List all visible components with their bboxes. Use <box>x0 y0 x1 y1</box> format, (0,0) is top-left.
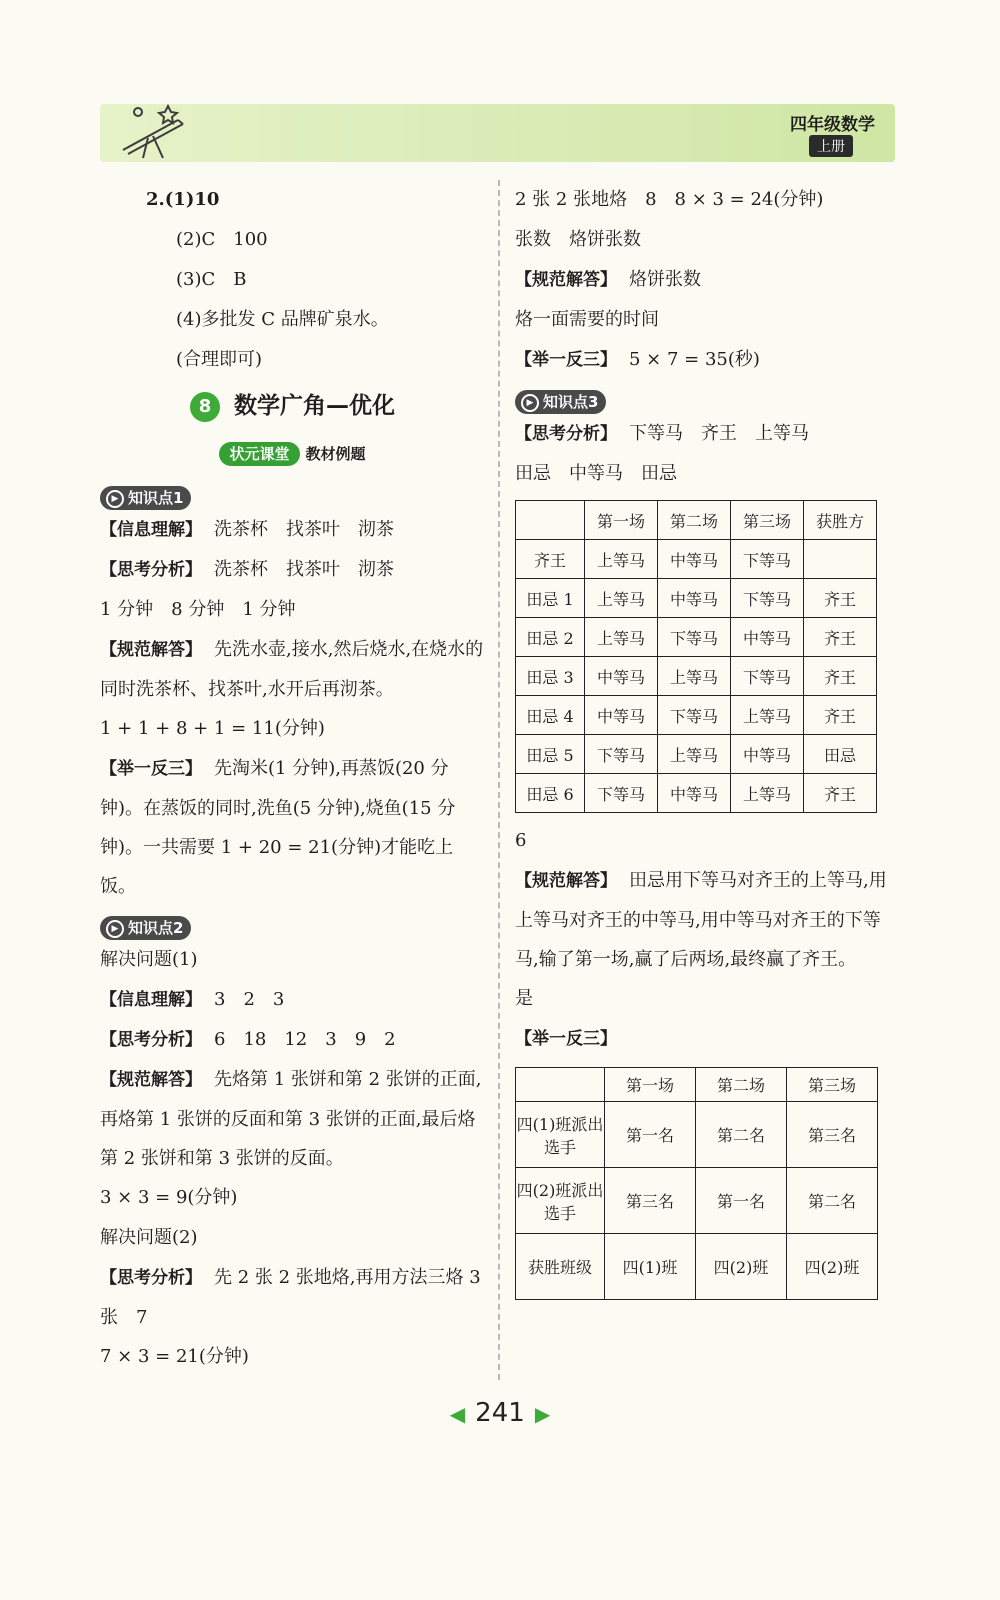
r-line4: 烙一面需要的时间 <box>515 309 659 330</box>
table-cell: 上等马 <box>731 696 804 735</box>
page-number: ◀ 241 ▶ <box>449 1398 551 1428</box>
section-number: 8 <box>190 392 220 422</box>
column-divider <box>498 180 500 1380</box>
table-cell: 四(1)班 <box>605 1234 696 1300</box>
kp2-formula2: 7 × 3 = 21(分钟) <box>100 1346 249 1367</box>
table-cell: 四(1)班派出选手 <box>516 1102 605 1168</box>
right-column <box>515 180 900 1300</box>
q2-part2: (2)C 100 <box>176 229 268 250</box>
table-cell: 田忌 1 <box>516 579 585 618</box>
table-cell: 四(2)班 <box>787 1234 878 1300</box>
kp2-formula: 3 × 3 = 9(分钟) <box>100 1187 238 1208</box>
kp3-extension-label: 【举一反三】 <box>515 1029 617 1049</box>
table-cell: 中等马 <box>658 540 731 579</box>
left-column <box>100 180 485 1377</box>
table-cell: 田忌 5 <box>516 735 585 774</box>
kp3-line2: 田忌 中等马 田忌 <box>515 463 677 484</box>
kp1-answer: 【规范解答】 先洗水壶,接水,然后烧水,在烧水的同时洗茶杯、找茶叶,水开后再沏茶。 <box>100 639 484 700</box>
r-extension: 【举一反三】 5 × 7 = 35(秒) <box>515 349 760 370</box>
kp2-q1: 解决问题(1) <box>100 949 198 970</box>
table-cell: 齐王 <box>516 540 585 579</box>
table-cell: 中等马 <box>658 579 731 618</box>
next-arrow-icon: ▶ <box>534 1401 551 1426</box>
table-cell: 上等马 <box>731 774 804 813</box>
kp3-think: 【思考分析】 下等马 齐王 上等马 <box>515 423 809 444</box>
horse-race-table <box>515 500 877 813</box>
table-row <box>516 1234 878 1300</box>
table-cell: 齐王 <box>804 657 877 696</box>
kp1-think: 【思考分析】 洗茶杯 找茶叶 沏茶 <box>100 559 394 580</box>
r-answer: 【规范解答】 烙饼张数 <box>515 269 701 290</box>
table-header-row <box>516 1068 878 1102</box>
kp3-yes: 是 <box>515 988 533 1009</box>
table-row <box>516 540 877 579</box>
table-cell: 第三名 <box>605 1168 696 1234</box>
table-cell: 第一名 <box>696 1168 787 1234</box>
kp3-answer: 【规范解答】 田忌用下等马对齐王的上等马,用上等马对齐王的中等马,用中等马对齐王的下等马,输了第一场,赢了后两场,最终赢了齐王。 <box>515 870 887 970</box>
table-cell: 第二场 <box>696 1068 787 1102</box>
subsection-heading <box>100 432 485 476</box>
table-row <box>516 735 877 774</box>
table-cell: 下等马 <box>731 540 804 579</box>
table-cell: 齐王 <box>804 618 877 657</box>
table-cell: 第三场 <box>731 501 804 540</box>
table-cell: 齐王 <box>804 774 877 813</box>
table-cell: 下等马 <box>731 657 804 696</box>
table-row <box>516 696 877 735</box>
class-contest-table <box>515 1067 878 1300</box>
table-cell: 下等马 <box>658 618 731 657</box>
table-cell: 田忌 3 <box>516 657 585 696</box>
table-cell: 中等马 <box>585 696 658 735</box>
table-cell: 齐王 <box>804 579 877 618</box>
kp1-formula: 1 + 1 + 8 + 1 = 11(分钟) <box>100 718 325 739</box>
section-title-text: 数学广角—优化 <box>234 393 395 419</box>
table-cell: 齐王 <box>804 696 877 735</box>
knowledge-point-3-badge: ▶ 知识点3 <box>515 390 606 414</box>
kp2-answer: 【规范解答】 先烙第 1 张饼和第 2 张饼的正面,再烙第 1 张饼的反面和第 3 张饼的正面,最后烙第 2 张饼和第 3 张饼的反面。 <box>100 1069 482 1169</box>
play-icon: ▶ <box>106 920 124 938</box>
table-row <box>516 774 877 813</box>
table-cell: 田忌 6 <box>516 774 585 813</box>
kp2-info: 【信息理解】 3 2 3 <box>100 989 285 1010</box>
section-title <box>100 380 485 432</box>
telescope-icon <box>108 100 198 160</box>
table-cell: 中等马 <box>731 618 804 657</box>
table-cell: 四(2)班派出选手 <box>516 1168 605 1234</box>
subsection-label: 教材例题 <box>305 445 366 463</box>
kp1-extension: 【举一反三】 先淘米(1 分钟),再蒸饭(20 分钟)。在蒸饭的同时,洗鱼(5 分钟),烧鱼(15 分钟)。一共需要 1 + 20 = 21(分钟)才能吃上饭。 <box>100 758 456 897</box>
table-cell: 下等马 <box>585 774 658 813</box>
play-icon: ▶ <box>106 490 124 508</box>
page-header <box>100 104 895 162</box>
subsection-pill: 状元课堂 <box>219 442 299 466</box>
table-row <box>516 1102 878 1168</box>
kp2-think2: 【思考分析】 先 2 张 2 张地烙,再用方法三烙 3 张 7 <box>100 1267 481 1328</box>
kp2-q2: 解决问题(2) <box>100 1227 198 1248</box>
table-row <box>516 579 877 618</box>
table-cell: 上等马 <box>658 657 731 696</box>
table-cell: 四(2)班 <box>696 1234 787 1300</box>
table-cell <box>804 540 877 579</box>
prev-arrow-icon: ◀ <box>449 1401 466 1426</box>
table-cell: 第二名 <box>696 1102 787 1168</box>
table-cell <box>516 501 585 540</box>
table-cell: 田忌 <box>804 735 877 774</box>
r-line2: 张数 烙饼张数 <box>515 229 641 250</box>
kp2-think: 【思考分析】 6 18 12 3 9 2 <box>100 1029 396 1050</box>
q2-note: (合理即可) <box>176 349 263 370</box>
table-cell: 田忌 4 <box>516 696 585 735</box>
knowledge-point-1-badge: ▶ 知识点1 <box>100 486 191 510</box>
kp1-times: 1 分钟 8 分钟 1 分钟 <box>100 599 296 620</box>
r-line1: 2 张 2 张地烙 8 8 × 3 = 24(分钟) <box>515 189 824 210</box>
kp3-count: 6 <box>515 830 527 851</box>
table-cell <box>516 1068 605 1102</box>
table-cell: 中等马 <box>658 774 731 813</box>
table-cell: 第一场 <box>605 1068 696 1102</box>
table-row <box>516 1168 878 1234</box>
table-cell: 上等马 <box>585 618 658 657</box>
table-cell: 上等马 <box>585 579 658 618</box>
table-row <box>516 618 877 657</box>
table-cell: 中等马 <box>731 735 804 774</box>
header-title: 四年级数学 <box>790 115 875 135</box>
table-cell: 获胜班级 <box>516 1234 605 1300</box>
knowledge-point-2-badge: ▶ 知识点2 <box>100 916 191 940</box>
table-cell: 第二名 <box>787 1168 878 1234</box>
table-cell: 第一名 <box>605 1102 696 1168</box>
table-row <box>516 657 877 696</box>
table-cell: 获胜方 <box>804 501 877 540</box>
table-cell: 下等马 <box>585 735 658 774</box>
table-cell: 上等马 <box>658 735 731 774</box>
table-cell: 第二场 <box>658 501 731 540</box>
kp1-info: 【信息理解】 洗茶杯 找茶叶 沏茶 <box>100 519 394 540</box>
table-cell: 第三场 <box>787 1068 878 1102</box>
table-cell: 第一场 <box>585 501 658 540</box>
play-icon: ▶ <box>521 394 539 412</box>
table-cell: 第三名 <box>787 1102 878 1168</box>
table-cell: 上等马 <box>585 540 658 579</box>
table-header-row <box>516 501 877 540</box>
header-volume: 上册 <box>809 135 853 157</box>
table-cell: 下等马 <box>731 579 804 618</box>
q2-part1: 2.(1)10 <box>146 189 220 210</box>
table-cell: 中等马 <box>585 657 658 696</box>
table-cell: 田忌 2 <box>516 618 585 657</box>
q2-part3: (3)C B <box>176 269 247 290</box>
q2-part4: (4)多批发 C 品牌矿泉水。 <box>176 309 389 330</box>
table-cell: 下等马 <box>658 696 731 735</box>
